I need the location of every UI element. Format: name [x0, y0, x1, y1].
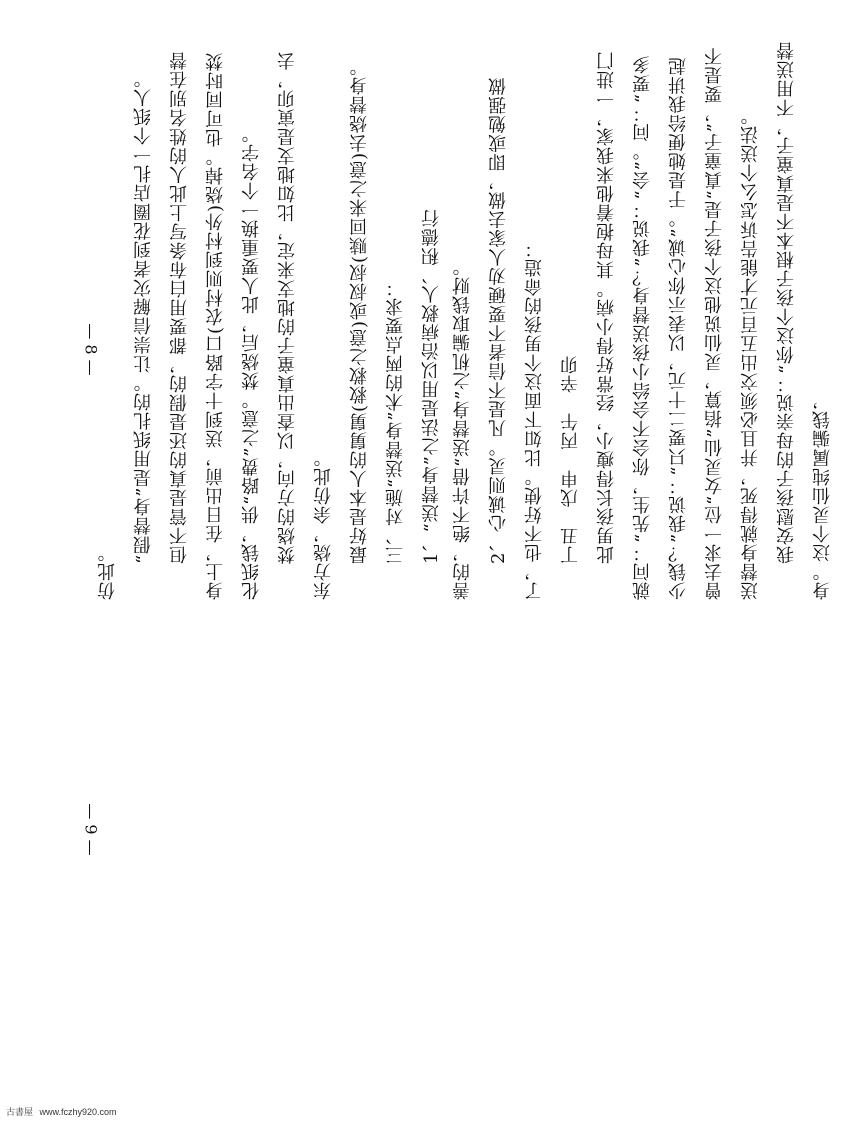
paragraph: 善的，绝不许借“送替身”之机骗取钱财。: [452, 256, 473, 600]
section-heading: 三、对施“送替身”术的两点要求：: [385, 277, 406, 564]
paragraph: 此男孩长得瘦小，经常好得小病。其母抱着他来我家，一进门就问：“先生，你会不会给小孩送替身？”我说：“会”。问：“要多少钱？”我说：“只要二十元，以表示你心诚”。于是她便给我讲起曾去求一位“女灵仙”掐算，灵仙说他这个孩子是“真童子”，要是不送替身就得死，并且必须交出五百元才能告诉怎么个送法。: [596, 46, 761, 600]
birth-chart: 丁丑 戊申 丙午 辛卯: [560, 355, 581, 564]
paragraph: “假替身”是用纸扎的。让崇信解灾者到花圈店扎一个纸人。: [133, 68, 154, 564]
site-url: www.fczhy920.com: [39, 1107, 117, 1117]
page-number: — 9 —: [81, 803, 101, 856]
page-8-text: [90, 40, 440, 600]
paragraph: 1、“送替身”之法是用以治病救人、积德行: [421, 208, 442, 564]
page-number: — 8 —: [81, 323, 101, 376]
paragraph: 最好是本人的舅舅(救救之意)或叔叔(赎回来之意)去烧替身。: [349, 56, 370, 564]
paragraph: 焚烧的方向，以查出真童子的地支来定，比如地支是寅卯，去东方烧，余仿此。: [277, 51, 334, 600]
site-name: 古書屋: [6, 1107, 34, 1117]
paragraph: 我安慰孩子的母亲说：“你这个孩子根本不是真童子，不用送替身。这个灵仙纯属骗钱，: [776, 40, 833, 600]
site-watermark: [6, 1105, 121, 1118]
page-9-text: [445, 40, 833, 600]
paragraph: 但不管是真的还是假的，都要用白布条写上此人的姓名别在替身上，在日出前，送到十字路口(农村则到村外)烧掉。也可同时焚化纸钱，供“路费”之意。焚烧后，此人要重换一个名字。: [169, 51, 262, 600]
paragraph: 2、心诚则灵。凡是不信者不要硬劝人家去做，即或勉强做了，也不好使。比如下面这个男孩的命造：: [488, 76, 545, 600]
paragraph: 仿此。: [97, 543, 118, 600]
